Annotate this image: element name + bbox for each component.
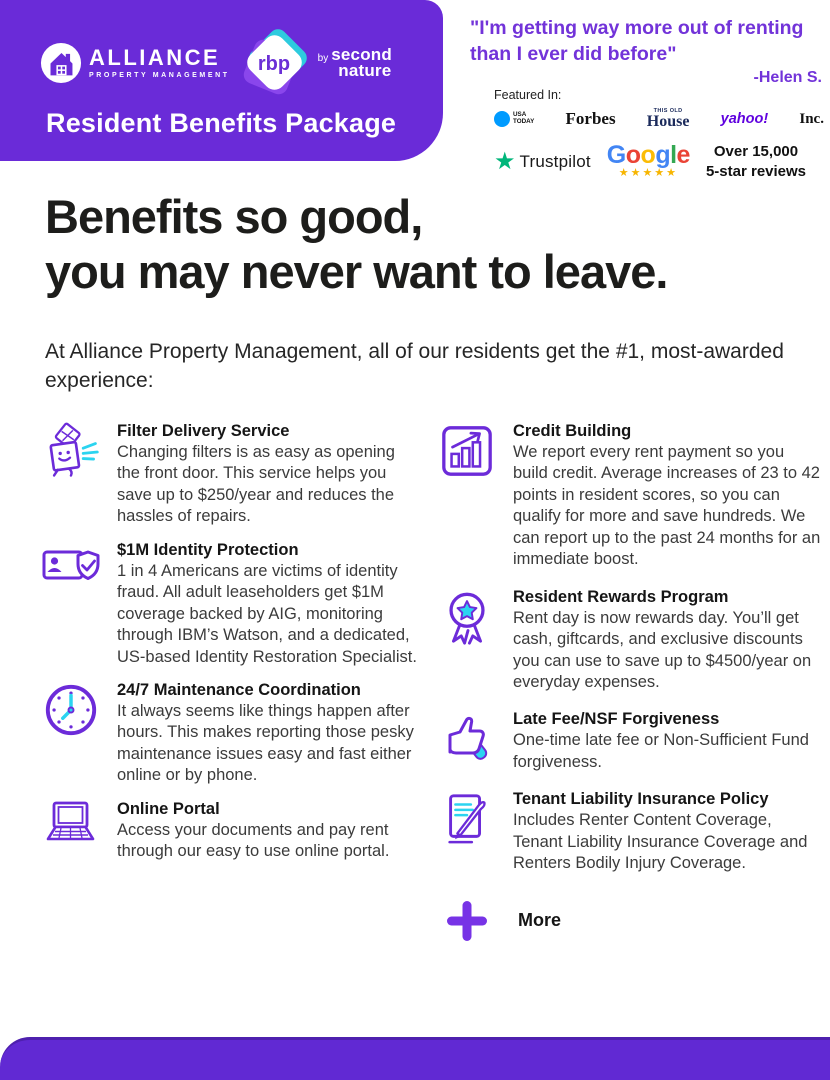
benefit-text xyxy=(513,588,822,694)
benefit-title: Filter Delivery Service xyxy=(117,422,290,440)
alliance-wordmark xyxy=(89,47,230,79)
benefit-title: $1M Identity Protection xyxy=(117,540,299,559)
trustpilot-logo xyxy=(494,147,591,175)
thumbs-up-icon xyxy=(436,710,498,766)
featured-section xyxy=(494,88,824,181)
by-label: by xyxy=(317,53,329,65)
credit-building-icon xyxy=(436,422,498,480)
benefit-body: Access your documents and pay rent through our easy to use online portal. xyxy=(117,820,390,861)
benefit-body: It always seems like things happen after hours. This makes reporting those pesky maintenance issues easy and fast either online or by phone. xyxy=(117,701,414,785)
benefit-title: Late Fee/NSF Forgiveness xyxy=(513,710,720,729)
benefit-online-portal xyxy=(40,800,418,863)
featured-label: Featured In: xyxy=(494,88,562,102)
second-nature-line1: second xyxy=(331,45,392,65)
this-old-house-main: House xyxy=(646,112,690,130)
google-stars-icon: ★★★★★ xyxy=(618,167,679,180)
svg-text:rbp: rbp xyxy=(257,53,290,75)
benefit-credit-building xyxy=(436,422,822,571)
benefits-column-right xyxy=(436,422,822,944)
benefit-more xyxy=(436,898,822,944)
benefit-title: Tenant Liability Insurance Policy xyxy=(513,790,769,809)
trustpilot-wordmark: Trustpilot xyxy=(519,151,591,171)
benefit-body: Rent day is now rewards day. You’ll get cash, giftcards, and exclusive discounts you can use to save up to $4500/year on everyday expenses. xyxy=(513,608,812,691)
review-summary-line2: 5-star reviews xyxy=(705,162,807,180)
benefit-text xyxy=(117,681,417,787)
alliance-house-icon xyxy=(40,42,82,84)
google-logo xyxy=(606,140,690,180)
rbp-badge xyxy=(239,26,311,100)
featured-logos xyxy=(494,109,824,129)
second-nature-line2: nature xyxy=(338,61,392,80)
testimonial-quote: "I'm getting way more out of renting than I ever did before" xyxy=(470,17,804,65)
inc-logo: Inc. xyxy=(799,110,824,127)
benefit-text xyxy=(117,541,417,668)
header-banner xyxy=(0,0,443,161)
benefit-title: 24/7 Maintenance Coordination xyxy=(117,680,361,699)
benefit-body: We report every rent payment so you build credit. Average increases of 23 to 42 points in resident scores, so you can qualify for more and save hundreds. We can report up to the past 24 months for an immediate boost. xyxy=(513,443,821,569)
benefit-filter-delivery xyxy=(40,422,418,528)
yahoo-logo: yahoo! xyxy=(720,111,769,127)
benefit-title: Resident Rewards Program xyxy=(513,587,729,606)
benefit-body: Includes Renter Content Coverage, Tenant Liability Insurance Coverage and Renters Bodily Injury Coverage. xyxy=(513,811,808,873)
google-letter: g xyxy=(655,140,671,169)
review-summary-line1: Over 15,000 xyxy=(713,143,799,160)
benefit-title: Credit Building xyxy=(513,422,632,440)
review-row xyxy=(494,142,824,181)
hero-line2: you may never want to leave. xyxy=(45,244,668,298)
testimonial-attribution: -Helen S. xyxy=(753,69,822,87)
filter-delivery-icon xyxy=(40,422,102,482)
brand-row xyxy=(40,26,392,100)
google-letter: o xyxy=(640,140,656,169)
identity-protection-icon xyxy=(40,541,102,593)
this-old-house-logo xyxy=(647,109,690,129)
trustpilot-star-icon: ★ xyxy=(494,147,516,175)
benefit-text xyxy=(117,422,417,528)
second-nature-logo xyxy=(318,47,392,78)
hero-line1: Benefits so good, xyxy=(45,190,423,243)
benefit-identity-protection xyxy=(40,541,418,668)
benefit-title: Online Portal xyxy=(117,799,220,818)
laptop-icon xyxy=(40,800,102,850)
google-letter: o xyxy=(625,140,641,169)
benefit-text xyxy=(513,710,822,773)
benefits-column-left xyxy=(40,422,418,944)
package-title: Resident Benefits Package xyxy=(46,108,397,138)
google-letter: e xyxy=(676,140,690,169)
testimonial xyxy=(470,16,822,87)
benefit-rewards xyxy=(436,588,822,694)
second-nature-wordmark xyxy=(331,47,392,78)
this-old-house-top: THIS OLD xyxy=(653,108,683,115)
forbes-logo: Forbes xyxy=(565,109,616,128)
more-label: More xyxy=(518,910,562,931)
review-summary xyxy=(706,142,806,181)
benefit-maintenance xyxy=(40,681,418,787)
usa-today-circle-icon xyxy=(494,111,510,127)
hero-heading xyxy=(45,190,667,300)
usa-today-wordmark xyxy=(513,112,534,125)
usa-today-logo xyxy=(494,111,534,127)
benefit-text xyxy=(513,422,822,571)
benefit-text xyxy=(513,790,822,874)
benefit-body: One-time late fee or Non-Sufficient Fund forgiveness. xyxy=(513,731,809,771)
usa-today-line2: TODAY xyxy=(513,118,535,125)
google-wordmark xyxy=(606,140,690,169)
alliance-name: ALLIANCE xyxy=(89,45,221,70)
alliance-logo xyxy=(40,42,230,84)
google-letter: G xyxy=(606,140,626,169)
intro-paragraph: At Alliance Property Management, all of our residents get the #1, most-awarded experience: xyxy=(45,340,784,392)
plus-icon xyxy=(436,898,498,944)
benefit-body: Changing filters is as easy as opening the front door. This service helps you save up to $250/year and reduces the hassles of repairs. xyxy=(117,443,395,526)
benefit-insurance xyxy=(436,790,822,874)
benefit-late-fee xyxy=(436,710,822,773)
footer-band xyxy=(0,1037,830,1080)
benefits-grid xyxy=(40,422,822,944)
clock-icon xyxy=(40,681,102,739)
google-letter: l xyxy=(670,140,677,169)
benefit-text xyxy=(117,800,417,863)
benefit-body: 1 in 4 Americans are victims of identity fraud. All adult leaseholders get $1M coverage backed by AIG, monitoring through IBM’s Watson, and a dedicated, US-based Identity Restoration Specialist. xyxy=(117,561,417,666)
alliance-subtitle: PROPERTY MANAGEMENT xyxy=(89,72,230,79)
rewards-ribbon-icon xyxy=(436,588,498,648)
usa-today-line1: USA xyxy=(513,111,527,119)
policy-document-icon xyxy=(436,790,498,848)
